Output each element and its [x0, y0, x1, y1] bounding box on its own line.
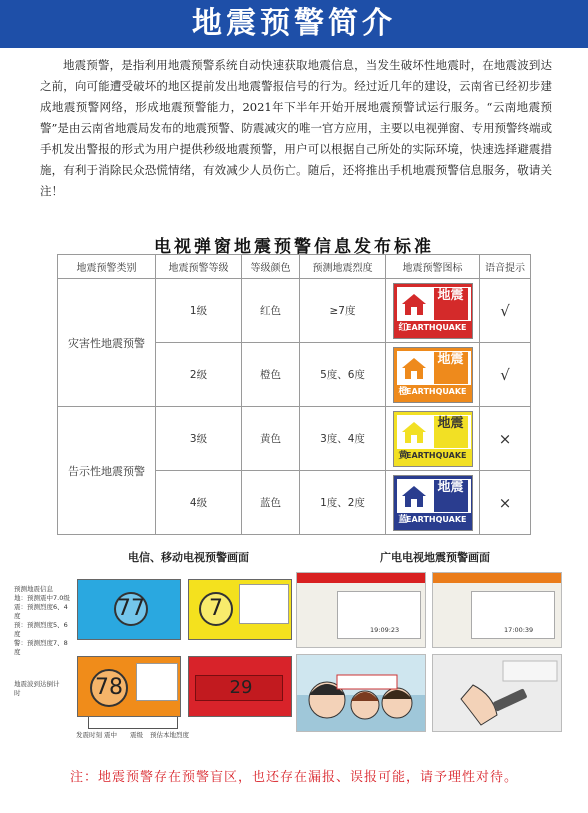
- bottom-note: 震中: [104, 731, 117, 739]
- broadcast-screen-cartoon: [296, 654, 426, 732]
- icon-text-bar: [397, 321, 471, 335]
- category-notice: 告示性地震预警: [58, 407, 156, 535]
- bottom-note: 预估本地烈度: [150, 731, 189, 739]
- table-header-row: [58, 255, 531, 279]
- color-cell: 橙色: [242, 343, 300, 407]
- house-icon: [400, 356, 428, 380]
- table-title: 电视弹窗地震预警信息发布标准: [154, 237, 434, 257]
- header-intensity: 预测地震烈度: [300, 255, 386, 279]
- countdown-number: 78: [90, 669, 128, 707]
- alert-time: 19:09:23: [370, 626, 400, 634]
- icon-cell: [386, 471, 480, 535]
- side-note: 警：预测烈度7、8度: [14, 639, 68, 656]
- info-panel: [136, 663, 178, 701]
- table-row: [58, 279, 531, 343]
- telecom-screen-red: [188, 656, 292, 717]
- house-icon: [400, 484, 428, 508]
- bottom-note: 震级: [130, 731, 143, 739]
- broadcast-section-label: 广电电视地震预警画面: [380, 551, 490, 564]
- voice-cell: √: [480, 343, 531, 407]
- alert-box: [337, 591, 421, 639]
- earthquake-orange-icon: [393, 347, 473, 403]
- header-icon: 地震预警图标: [386, 255, 480, 279]
- telecom-screen-yellow: [188, 579, 292, 640]
- icon-cell: [386, 279, 480, 343]
- alert-box: [471, 591, 555, 639]
- voice-cell: √: [480, 279, 531, 343]
- telecom-screen-orange: [77, 656, 181, 717]
- icon-level-text: 蓝: [398, 514, 408, 525]
- icon-glyph: 地震: [434, 288, 468, 320]
- icon-cell: [386, 343, 480, 407]
- color-cell: 蓝色: [242, 471, 300, 535]
- alert-bar: [433, 573, 561, 583]
- intensity-cell: 3度、4度: [300, 407, 386, 471]
- icon-level-text: 橙: [398, 386, 408, 397]
- icon-glyph: 地震: [434, 416, 468, 448]
- header-category: 地震预警类别: [58, 255, 156, 279]
- header-color: 等级颜色: [242, 255, 300, 279]
- hand-remote-image: [433, 655, 562, 732]
- icon-level-text: 红: [398, 322, 408, 333]
- intensity-cell: 1度、2度: [300, 471, 386, 535]
- table-row: [58, 407, 531, 471]
- broadcast-screen-hand: [432, 654, 562, 732]
- warning-standard-table: [57, 254, 531, 535]
- broadcast-screen-red: [296, 572, 426, 648]
- color-cell: 黄色: [242, 407, 300, 471]
- icon-text: EARTHQUAKE: [405, 322, 467, 332]
- icon-text-bar: [397, 513, 471, 527]
- icon-cell: [386, 407, 480, 471]
- side-note: 震：预测烈度6、4度: [14, 603, 68, 620]
- broadcast-screen-orange: [432, 572, 562, 648]
- countdown-number: 77: [114, 592, 148, 626]
- header-level: 地震预警等级: [156, 255, 242, 279]
- alert-bar: [297, 573, 425, 583]
- house-icon: [400, 292, 428, 316]
- earthquake-red-icon: [393, 283, 473, 339]
- level-cell: 3级: [156, 407, 242, 471]
- telecom-screen-blue: [77, 579, 181, 640]
- icon-level-text: 黄: [398, 450, 408, 461]
- voice-cell: ×: [480, 407, 531, 471]
- side-note: 预：预测烈度5、6度: [14, 621, 68, 638]
- countdown-number: 29: [229, 677, 253, 698]
- countdown-number: 7: [199, 592, 233, 626]
- bottom-note: 发震时刻: [76, 731, 102, 739]
- intensity-cell: ≥7度: [300, 279, 386, 343]
- icon-glyph: 地震: [434, 480, 468, 512]
- icon-text: EARTHQUAKE: [405, 386, 467, 396]
- voice-cell: ×: [480, 471, 531, 535]
- telecom-section-label: 电信、移动电视预警画面: [128, 551, 249, 564]
- icon-text: EARTHQUAKE: [405, 514, 467, 524]
- earthquake-blue-icon: [393, 475, 473, 531]
- alert-time: 17:00:39: [504, 626, 534, 634]
- info-panel: [239, 584, 289, 624]
- cartoon-image: [297, 655, 426, 732]
- color-cell: 红色: [242, 279, 300, 343]
- side-note: 地：预测震中7.0级: [14, 594, 70, 602]
- level-cell: 2级: [156, 343, 242, 407]
- telecom-side-notes: [14, 585, 74, 657]
- header-voice: 语音提示: [480, 255, 531, 279]
- side-note: 预测地震信息: [14, 585, 53, 593]
- intro-paragraph: 地震预警，是指利用地震预警系统自动快速获取地震信息，当发生破坏性地震时，在地震波到达之前，向可能遭受破坏的地区提前发出地震警报信号的行为。经过近几年的建设，云南省已经初步建成地震预警网络，形成地震预警能力，2021年下半年开始开展地震预警试运行服务。“云南地震预警”是由云南省地震局发布的地震预警、防震减灾的唯一官方应用，主要以电视弹窗、专用预警终端或手机发出警报的形式为用户提供秒级地震预警，用户可以根据自己所处的实际环境，快速选择避震措施，有利于消除民众恐慌情绪，有效减少人员伤亡。随后，还将推出手机地震预警信息服务，敬请关注！: [40, 58, 552, 198]
- icon-text-bar: [397, 385, 471, 399]
- page-title: 地震预警简介: [0, 0, 588, 48]
- icon-text: EARTHQUAKE: [405, 450, 467, 460]
- house-icon: [400, 420, 428, 444]
- earthquake-yellow-icon: [393, 411, 473, 467]
- annotation-bracket: [88, 717, 178, 729]
- icon-glyph: 地震: [434, 352, 468, 384]
- intensity-cell: 5度、6度: [300, 343, 386, 407]
- disclaimer-note: 注：地震预警存在预警盲区，也还存在漏报、误报可能，请予理性对待。: [69, 770, 518, 785]
- level-cell: 4级: [156, 471, 242, 535]
- category-disaster: 灾害性地震预警: [58, 279, 156, 407]
- countdown-note: 地震波到达倒计时: [14, 680, 60, 697]
- icon-text-bar: [397, 449, 471, 463]
- level-cell: 1级: [156, 279, 242, 343]
